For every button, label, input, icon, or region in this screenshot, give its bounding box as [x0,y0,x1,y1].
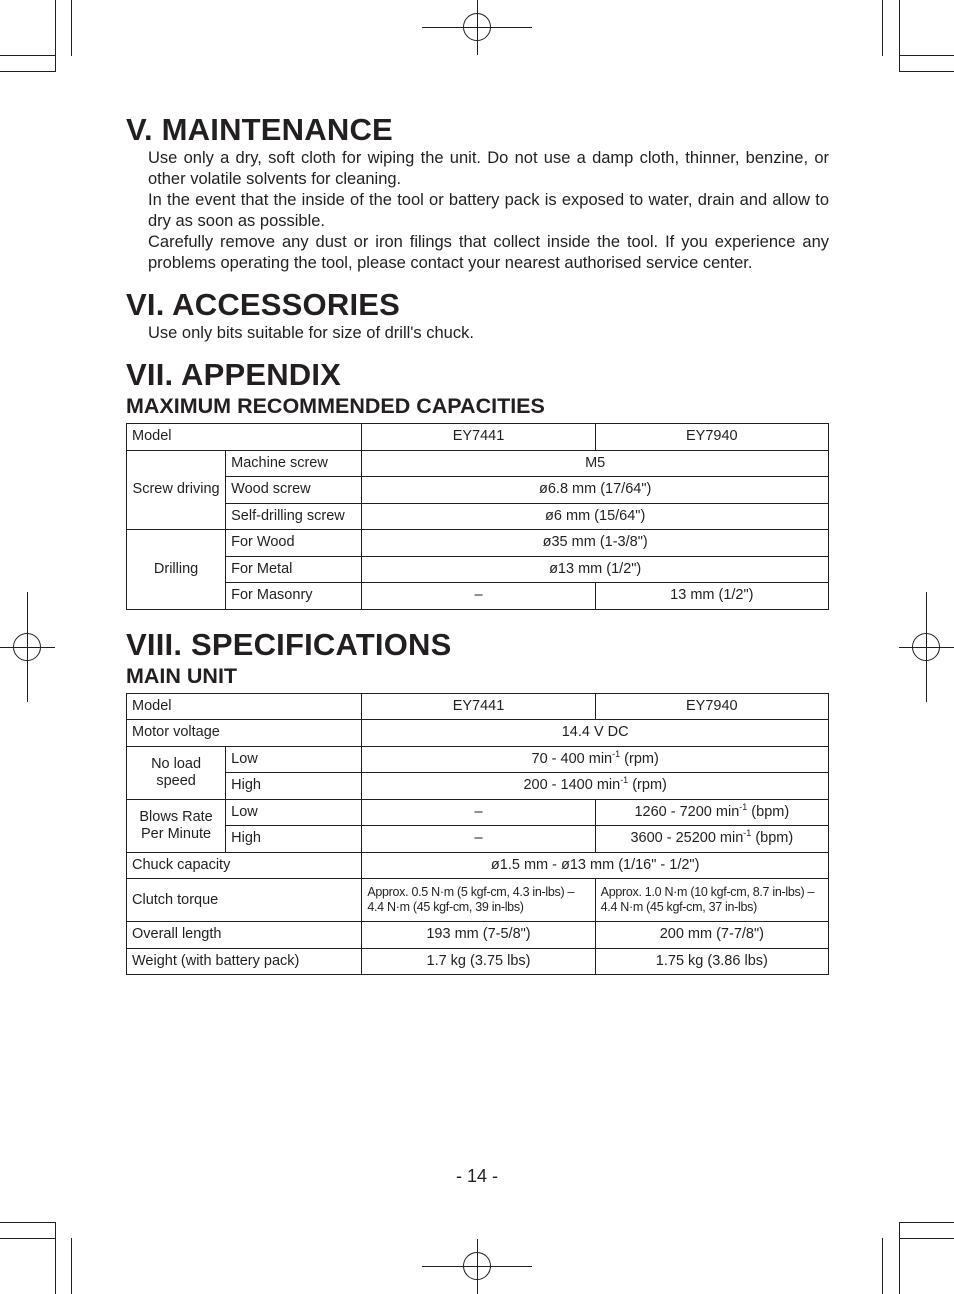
exponent: -1 [620,775,629,786]
table-row [127,773,829,800]
capacities-table [126,423,829,610]
crop-mark [71,1238,72,1294]
page-number: - 14 - [455,1166,498,1186]
unit: (rpm) [628,777,667,794]
crop-mark [55,0,56,72]
speed-value: 70 - 400 min [531,750,613,767]
table-cell: EY7940 [595,693,828,720]
table-cell: Wood screw [226,477,362,504]
crop-mark [71,0,72,56]
table-cell: Low [226,799,362,826]
table-row [127,720,829,747]
table-cell: – [362,799,595,826]
table-cell: Approx. 1.0 N·m (10 kgf-cm, 8.7 in-lbs) – 4.4 N·m (45 kgf-cm, 37 in-lbs) [595,879,828,922]
table-row [127,746,829,773]
crop-mark [899,0,900,72]
table-cell: High [226,773,362,800]
table-cell: Model [127,424,362,451]
table-cell: 13 mm (1/2") [595,583,828,610]
maintenance-paragraph: Use only a dry, soft cloth for wiping the unit. Do not use a damp cloth, thinner, benzine, or other volatile solvents for cleaning. [148,149,829,188]
crop-mark [0,55,55,56]
crop-mark [899,1238,954,1239]
unit: (bpm) [747,803,790,820]
maintenance-paragraph: Carefully remove any dust or iron filings that collect inside the tool. If you experience any problems operating the tool, please contact your nearest authorised service center. [148,233,829,272]
table-cell: M5 [362,450,829,477]
table-cell: For Metal [226,556,362,583]
table-cell: EY7441 [362,424,595,451]
crop-mark [0,1222,55,1223]
blows-value: 3600 - 25200 min [630,830,744,847]
table-cell: ø6 mm (15/64") [362,503,829,530]
table-cell: Self-drilling screw [226,503,362,530]
capacities-subheading: MAXIMUM RECOMMENDED CAPACITIES [126,394,545,418]
table-cell [595,826,828,853]
table-cell: ø35 mm (1-3/8") [362,530,829,557]
exponent: -1 [739,801,748,812]
unit: (bpm) [751,830,794,847]
table-cell: High [226,826,362,853]
table-row [127,922,829,949]
crop-mark [882,0,883,56]
table-cell: Clutch torque [127,879,362,922]
table-row [127,826,829,853]
table-cell: Low [226,746,362,773]
group-label-screw-driving: Screw driving [127,450,226,530]
registration-mark [912,633,940,661]
accessories-paragraph: Use only bits suitable for size of drill's chuck. [148,324,474,342]
table-row [127,948,829,975]
crop-mark [899,71,954,72]
speed-value: 200 - 1400 min [523,777,621,794]
crop-mark [899,1222,954,1223]
table-cell: Model [127,693,362,720]
page-content [126,112,829,975]
table-cell: 1.7 kg (3.75 lbs) [362,948,595,975]
crop-mark [55,1222,56,1294]
table-cell: 193 mm (7-5/8") [362,922,595,949]
table-cell: Weight (with battery pack) [127,948,362,975]
group-label-no-load-speed: No load speed [127,746,226,799]
group-label-drilling: Drilling [127,530,226,610]
table-row [127,503,829,530]
specifications-table [126,693,829,976]
table-cell [362,746,829,773]
accessories-heading: VI. ACCESSORIES [126,287,401,322]
appendix-heading: VII. APPENDIX [126,357,342,392]
table-cell: Overall length [127,922,362,949]
table-row [127,450,829,477]
group-label-blows-rate: Blows Rate Per Minute [127,799,226,852]
specifications-heading: VIII. SPECIFICATIONS [126,626,452,662]
table-cell: – [362,826,595,853]
crop-mark [899,55,954,56]
table-cell: EY7940 [595,424,828,451]
registration-mark [463,13,491,41]
table-cell: EY7441 [362,693,595,720]
table-row [127,799,829,826]
table-row [127,556,829,583]
crop-mark [899,1222,900,1294]
exponent: -1 [743,828,752,839]
table-cell: ø1.5 mm - ø13 mm (1/16" - 1/2") [362,852,829,879]
table-row [127,424,829,451]
table-cell: Approx. 0.5 N·m (5 kgf-cm, 4.3 in-lbs) – 4.4 N·m (45 kgf-cm, 39 in-lbs) [362,879,595,922]
table-cell: ø6.8 mm (17/64") [362,477,829,504]
crop-mark [0,71,55,72]
table-cell: For Wood [226,530,362,557]
table-cell: ø13 mm (1/2") [362,556,829,583]
table-cell: For Masonry [226,583,362,610]
blows-value: 1260 - 7200 min [634,803,740,820]
table-cell: 14.4 V DC [362,720,829,747]
table-row [127,583,829,610]
crop-mark [882,1238,883,1294]
crop-mark [0,1238,55,1239]
maintenance-heading: V. MAINTENANCE [126,112,393,147]
maintenance-paragraph: In the event that the inside of the tool or battery pack is exposed to water, drain and allow to dry as soon as possible. [148,191,829,230]
registration-mark [463,1252,491,1280]
unit: (rpm) [620,750,659,767]
table-row [127,879,829,922]
table-row [127,530,829,557]
main-unit-subheading: MAIN UNIT [126,663,238,688]
table-row [127,693,829,720]
table-cell: 200 mm (7-7/8") [595,922,828,949]
registration-mark [13,633,41,661]
table-cell: – [362,583,595,610]
table-cell [595,799,828,826]
table-cell: 1.75 kg (3.86 lbs) [595,948,828,975]
table-cell: Machine screw [226,450,362,477]
table-cell: Motor voltage [127,720,362,747]
table-row [127,477,829,504]
table-row [127,852,829,879]
exponent: -1 [612,748,621,759]
table-cell [362,773,829,800]
table-cell: Chuck capacity [127,852,362,879]
